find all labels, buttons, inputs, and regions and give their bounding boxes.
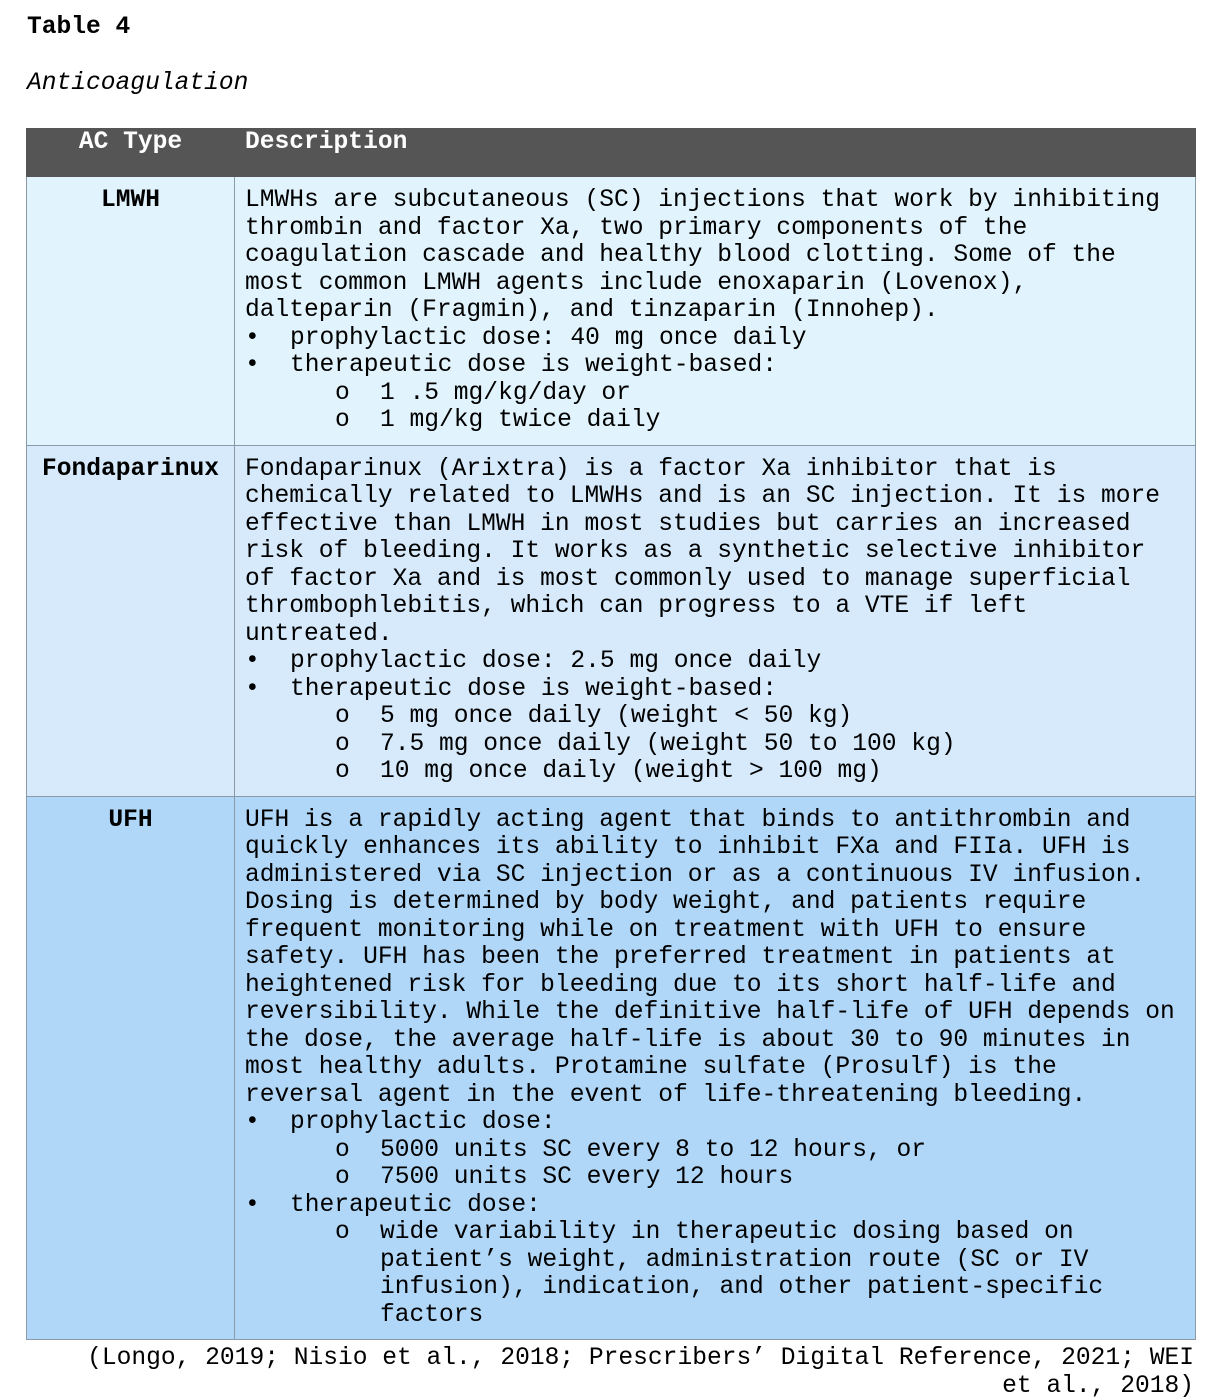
bullet-item: • therapeutic dose:: [245, 1192, 1187, 1220]
sub-bullet-item: o 7.5 mg once daily (weight 50 to 100 kg): [245, 731, 1187, 759]
citation: (Longo, 2019; Nisio et al., 2018; Prescribers’ Digital Reference, 2021; WEI et al., 2018): [87, 1345, 1194, 1400]
table-row: [27, 177, 1196, 446]
bullet-item: • therapeutic dose is weight-based:: [245, 352, 1187, 380]
sub-bullet-item: o 5 mg once daily (weight < 50 kg): [245, 703, 1187, 731]
bullet-item: • prophylactic dose: 2.5 mg once daily: [245, 648, 1187, 676]
header-ac-type: AC Type: [27, 129, 235, 177]
sub-bullet-item: o 1 mg/kg twice daily: [245, 407, 1187, 435]
ac-type-cell: LMWH: [27, 177, 235, 446]
header-row: [27, 129, 1196, 177]
bullet-item: • therapeutic dose is weight-based:: [245, 676, 1187, 704]
table-row: [27, 796, 1196, 1340]
sub-bullet-item: o 1 .5 mg/kg/day or: [245, 380, 1187, 408]
ac-type-cell: UFH: [27, 796, 235, 1340]
table-subtitle: Anticoagulation: [27, 70, 249, 97]
table-row: [27, 445, 1196, 796]
sub-bullet-item: o 7500 units SC every 12 hours: [245, 1164, 1187, 1192]
anticoagulation-table: [26, 128, 1196, 1340]
sub-bullet-item: o 5000 units SC every 8 to 12 hours, or: [245, 1137, 1187, 1165]
description-cell: [235, 177, 1196, 446]
description-text: Fondaparinux (Arixtra) is a factor Xa inhibitor that is chemically related to LMWHs and is an SC injection. It is more effective than LMWH in most studies but carries an increased risk of bleeding. It works as a synthetic selective inhibitor of factor Xa and is most commonly used to manage superficial thrombophlebitis, which can progress to a VTE if left untreated.: [245, 455, 1161, 648]
description-text: UFH is a rapidly acting agent that binds to antithrombin and quickly enhances its ability to inhibit FXa and FIIa. UFH is administered via SC injection or as a continuous IV infusion. Dosing is determined by body weight, and patients require frequent monitoring while on treatment with UFH to ensure safety. UFH has been the preferred treatment in patients at heightened risk for bleeding due to its short half-life and reversibility. While the definitive half-life of UFH depends on the dose, the average half-life is about 30 to 90 minutes in most healthy adults. Protamine sulfate (Prosulf) is the reversal agent in the event of life-threatening bleeding.: [245, 806, 1175, 1109]
description-cell: [235, 445, 1196, 796]
description-text: LMWHs are subcutaneous (SC) injections that work by inhibiting thrombin and factor Xa, two primary components of the coagulation cascade and healthy blood clotting. Some of the most common LMWH agents include enoxaparin (Lovenox), dalteparin (Fragmin), and tinzaparin (Innohep).: [245, 187, 1161, 324]
bullet-item: • prophylactic dose:: [245, 1109, 1187, 1137]
ac-type-cell: Fondaparinux: [27, 445, 235, 796]
table-title: Table 4: [27, 14, 131, 41]
sub-bullet-item: o 10 mg once daily (weight > 100 mg): [245, 758, 1187, 786]
sub-bullet-item: o wide variability in therapeutic dosing based on patient’s weight, administration route (SC or IV infusion), indication, and other patient-specific factors: [245, 1219, 1187, 1329]
bullet-item: • prophylactic dose: 40 mg once daily: [245, 325, 1187, 353]
description-cell: [235, 796, 1196, 1340]
header-description: Description: [235, 129, 1196, 177]
